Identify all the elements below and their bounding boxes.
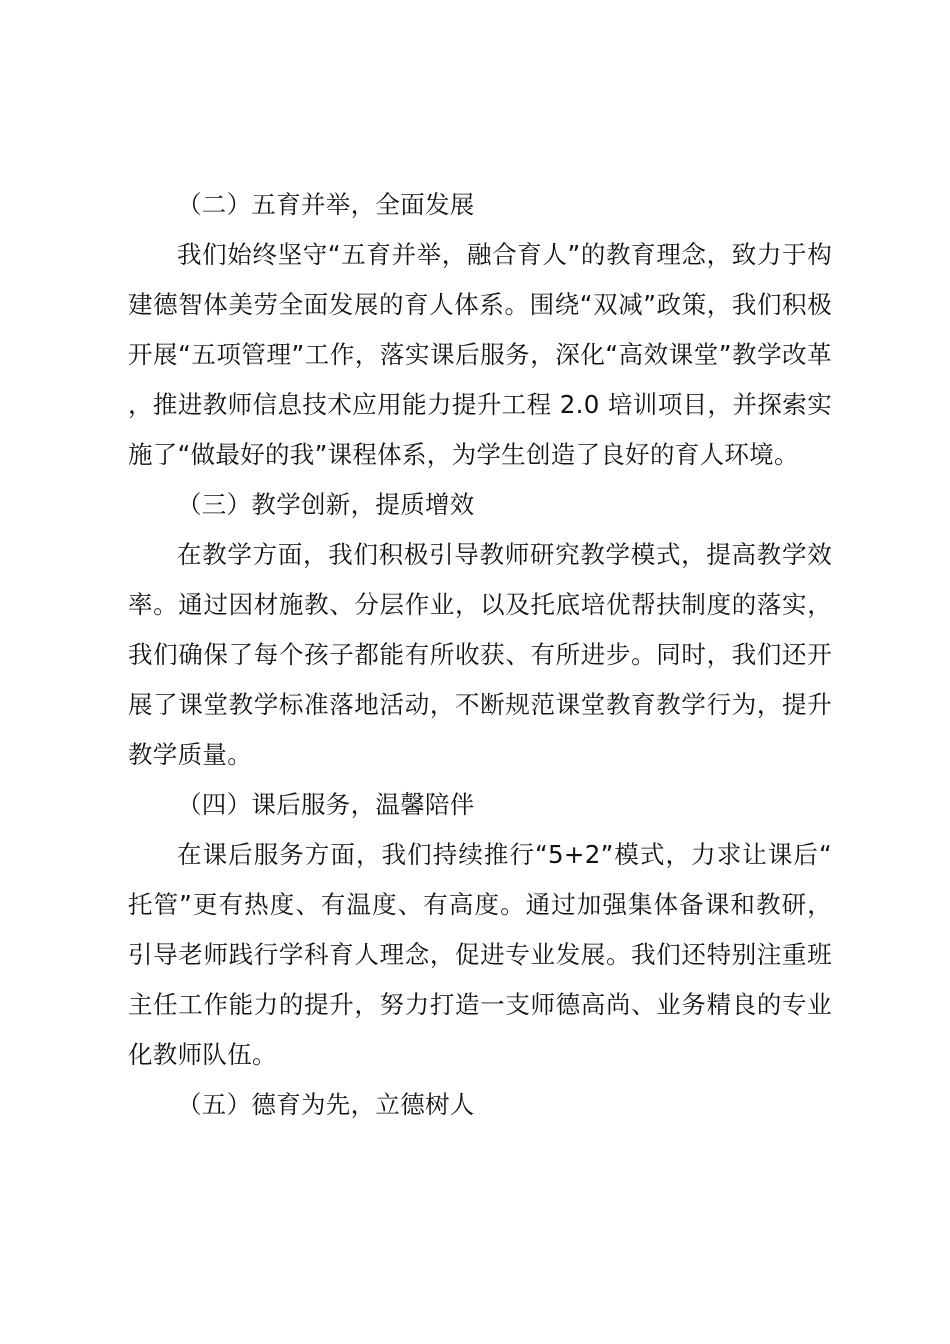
section-heading-3: （三）教学创新，提质增效 [177,490,475,519]
section-heading-5: （五）德育为先，立德树人 [177,1090,475,1119]
document-body [128,180,832,1130]
section-heading-2: （二）五育并举，全面发展 [177,190,475,219]
section-paragraph-4: 在课后服务方面，我们持续推行“5+2”模式，力求让课后“托管”更有热度、有温度、有高度。通过加强集体备课和教研，引导老师践行学科育人理念，促进专业发展。我们还特别注重班主任工作能力的提升，努力打造一支师德高尚、业务精良的专业化教师队伍。 [128,840,832,1069]
section-heading-4: （四）课后服务，温馨陪伴 [177,790,475,819]
section-paragraph-3: 在教学方面，我们积极引导教师研究教学模式，提高教学效率。通过因材施教、分层作业，以及托底培优帮扶制度的落实，我们确保了每个孩子都能有所收获、有所进步。同时，我们还开展了课堂教学标准落地活动，不断规范课堂教育教学行为，提升教学质量。 [128,540,832,769]
section-paragraph-2: 我们始终坚守“五育并举，融合育人”的教育理念，致力于构建德智体美劳全面发展的育人体系。围绕“双减”政策，我们积极开展“五项管理”工作，落实课后服务，深化“高效课堂”教学改革，推进教师信息技术应用能力提升工程 2.0 培训项目，并探索实施了“做最好的我”课程体系，为学生创造了良好的育人环境。 [128,240,832,469]
